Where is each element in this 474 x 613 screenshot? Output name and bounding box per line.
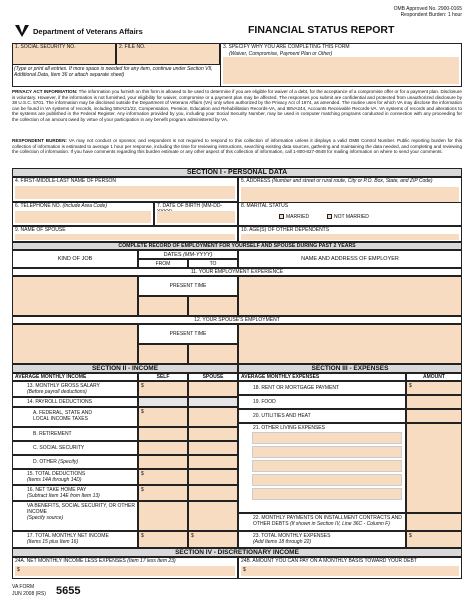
other-deduction-text: D. OTHER	[33, 459, 57, 465]
food-label: 19. FOOD	[238, 395, 406, 409]
marital-status-label: 8. MARITAL STATUS	[241, 203, 289, 209]
spouse-name-label: 9. NAME OF SPOUSE	[15, 227, 66, 233]
not-married-label: NOT MARRIED	[334, 213, 369, 220]
taxes-spouse-input[interactable]	[188, 407, 238, 427]
discretionary-a-note: (Item 17 less Item 23)	[127, 558, 176, 564]
amount-column-header: AMOUNT	[406, 373, 462, 381]
rent-input[interactable]	[406, 381, 462, 395]
other-deduction-label	[12, 455, 138, 469]
address-note: (Number and street or rural route, City or P.O. Box, State, and ZIP Code)	[271, 178, 433, 184]
va-logo-block	[14, 24, 143, 38]
income-taxes-label: A. FEDERAL, STATE AND LOCAL INCOME TAXES	[12, 407, 138, 427]
dollar-sign: $	[141, 409, 144, 415]
spouse-from-input[interactable]	[138, 344, 188, 364]
married-checkbox[interactable]	[279, 214, 284, 219]
net-take-home-text: 16. NET TAKE HOME PAY	[27, 487, 87, 493]
footer-form-date: JUN 2008 (RS)	[12, 591, 46, 597]
total-net-income-self-input[interactable]	[138, 531, 188, 548]
reason-input[interactable]	[223, 57, 459, 84]
respondent-burden-block	[12, 138, 462, 155]
total-deductions-spouse-input[interactable]	[188, 469, 238, 485]
total-net-income-text: 17. TOTAL MONTHLY NET INCOME	[27, 533, 109, 539]
other-income-text: VA BENEFITS, SOCIAL SECURITY, OR OTHER INCOME	[27, 503, 135, 515]
other-living-expenses-input[interactable]	[406, 423, 462, 513]
other-expense-line[interactable]	[252, 488, 402, 500]
marital-status-field	[238, 202, 462, 226]
installment-payments-input[interactable]	[406, 513, 462, 531]
name-label: 4. FIRST-MIDDLE-LAST NAME OF PERSON	[15, 178, 117, 184]
total-net-income-note: (Items 15 plus Item 16)	[27, 538, 79, 545]
installment-payments-text: 22. MONTHLY PAYMENTS ON INSTALLMENT CONTRACTS AND OTHER DEBTS	[253, 515, 402, 527]
retirement-self-input[interactable]	[138, 427, 188, 441]
married-label: MARRIED	[286, 213, 310, 220]
ssn-label: 1. SOCIAL SECURITY NO.	[15, 44, 76, 50]
other-expense-line[interactable]	[252, 460, 402, 472]
kind-of-job-header: KIND OF JOB	[12, 250, 138, 268]
dob-label: 7. DATE OF BIRTH (MM-DD-	[157, 203, 223, 209]
section-3-header: SECTION III - EXPENSES	[238, 364, 462, 373]
spouse-job-kind-input[interactable]	[12, 324, 138, 364]
address-label: 5. ADDRESS	[241, 178, 271, 184]
your-employment-subheader: 11. YOUR EMPLOYMENT EXPERIENCE	[12, 268, 462, 276]
total-expenses-text: 23. TOTAL MONTHLY EXPENSES	[253, 533, 331, 539]
other-expense-line[interactable]	[252, 432, 402, 444]
spouse-employment-subheader: 12. YOUR SPOUSE'S EMPLOYMENT	[12, 316, 462, 324]
spouse-column-header: SPOUSE	[188, 373, 238, 381]
dependents-input[interactable]	[241, 234, 459, 240]
section-1-header: SECTION I - PERSONAL DATA	[12, 168, 462, 177]
discretionary-a-label: 24A. NET MONTHLY INCOME LESS EXPENSES	[15, 558, 126, 564]
other-income-spouse-input[interactable]	[188, 501, 238, 531]
row-13-label	[12, 381, 138, 397]
dependents-label: 10. AGE(S) OF OTHER DEPENDENTS	[241, 227, 330, 233]
dob-input[interactable]	[157, 211, 235, 223]
dollar-sign: $	[141, 471, 144, 477]
agency-name: Department of Veterans Affairs	[33, 26, 143, 36]
respondent-burden-heading: RESPONDENT BURDEN:	[12, 138, 67, 143]
spouse-name-field[interactable]	[12, 226, 238, 242]
net-income-less-expenses-input[interactable]	[15, 566, 235, 576]
dollar-sign: $	[141, 487, 144, 493]
taxes-self-input[interactable]	[138, 407, 188, 427]
total-net-income-label	[12, 531, 138, 548]
social-security-self-input[interactable]	[138, 441, 188, 455]
instructions-text: (Type or print all entries. If more space is needed for any item, continue under Section VII, Additional Data, Item 36 or attach separate sheet)	[14, 66, 213, 78]
gross-salary-self-input[interactable]	[138, 381, 188, 397]
other-deduction-spouse-input[interactable]	[188, 455, 238, 469]
gross-salary-label: 13. MONTHLY GROSS SALARY	[27, 383, 100, 389]
respondent-burden-time: Respondent Burden: 1 hour	[400, 12, 462, 18]
section-2-header: SECTION II - INCOME	[12, 364, 238, 373]
discretionary-b-label: 24B. AMOUNT YOU CAN PAY ON A MONTHLY BASIS TOWARD YOUR DEBT	[241, 558, 417, 564]
not-married-checkbox[interactable]	[327, 214, 332, 219]
retirement-spouse-input[interactable]	[188, 427, 238, 441]
name-field[interactable]	[12, 177, 238, 202]
other-expense-line[interactable]	[252, 474, 402, 486]
other-income-self-input[interactable]	[138, 501, 188, 531]
dollar-sign: $	[141, 533, 144, 539]
reason-note: (Waiver, Compromise, Payment Plan or Other)	[229, 50, 333, 57]
net-take-home-self-input[interactable]	[138, 485, 188, 501]
ssn-field[interactable]	[12, 43, 116, 65]
spouse-present-time: PRESENT TIME	[138, 324, 238, 344]
dollar-sign: $	[141, 383, 144, 389]
dates-label: DATES	[163, 252, 182, 258]
installment-payments-label	[238, 513, 406, 531]
your-job-kind-input[interactable]	[12, 276, 138, 316]
installment-payments-note: (If shown in Section IV, Line 36C - Column F)	[289, 520, 390, 527]
footer-form-number: 5655	[56, 585, 81, 597]
privacy-act-block	[12, 89, 462, 122]
privacy-act-text: The information you furnish on this form is allowed to be used to determine if you are eligible for waiver of a debt, for the acceptance of a compromise offer or for a payment plan. Disclosure is voluntary. However, if the information is not furnished, your eligibility for waiver, compromise or a payment plan may be affected. The responses you submit are confidential and protected from unauthorized disclosure by 38 U.S.C. 5701. The information may be disclosed outside the Department of Veterans Affairs (VA) only when authorized by the Privacy Act of 1974, as amended. The routine uses for which VA may disclose the information can be found in VA systems of records, including 58VA21/22, Compensation, Pension, Education and Rehabilitation Records-VA, and 88VA244, Accounts Receivable Records-VA. VA systems of records and alterations to the systems are published in the Federal Register. Any information provided by you, including your Social Security Number, may be used in computer matching programs conducted in connection with any proceeding for the collection of an amount owed by virtue of your participation in any benefit program administered by VA.	[12, 89, 462, 122]
phone-input[interactable]	[15, 211, 151, 223]
from-header: FROM	[138, 259, 188, 268]
footer-form-label: VA FORM	[12, 584, 35, 590]
gross-salary-note: (Before payroll deductions)	[27, 388, 87, 395]
other-expense-lines	[252, 432, 402, 510]
dob-field[interactable]	[154, 202, 238, 226]
dependents-field[interactable]	[238, 226, 462, 242]
dollar-sign: $	[409, 533, 412, 539]
monthly-payment-input[interactable]	[241, 566, 459, 576]
total-net-income-spouse-input[interactable]	[188, 531, 238, 548]
your-present-time: PRESENT TIME	[138, 276, 238, 296]
total-expenses-note: (Add Items 18 through 22)	[253, 538, 312, 545]
your-from-input[interactable]	[138, 296, 188, 316]
phone-label: 6. TELEPHONE NO.	[15, 203, 62, 209]
payroll-self-blank	[138, 397, 188, 407]
reason-field[interactable]	[220, 43, 462, 87]
utilities-input[interactable]	[406, 409, 462, 423]
other-living-expenses-label: 21. OTHER LIVING EXPENSES	[238, 423, 406, 513]
dollar-sign: $	[409, 383, 412, 389]
food-input[interactable]	[406, 395, 462, 409]
total-deductions-self-input[interactable]	[138, 469, 188, 485]
spouse-name-input[interactable]	[15, 234, 235, 240]
dates-format: (MM-YYYY)	[183, 252, 213, 258]
va-seal-icon	[14, 24, 30, 38]
self-column-header: SELF	[138, 373, 188, 381]
other-income-note: (Specify source)	[27, 514, 64, 521]
phone-field[interactable]	[12, 202, 154, 226]
spouse-to-input[interactable]	[188, 344, 238, 364]
privacy-act-heading: PRIVACY ACT INFORMATION:	[12, 89, 78, 94]
your-to-input[interactable]	[188, 296, 238, 316]
net-take-home-spouse-input[interactable]	[188, 485, 238, 501]
other-deduction-note: (Specify)	[58, 459, 79, 465]
phone-note: (Include Area Code)	[62, 203, 107, 209]
other-expense-line[interactable]	[252, 446, 402, 458]
total-expenses-input[interactable]	[406, 531, 462, 548]
social-security-label: C. SOCIAL SECURITY	[12, 441, 138, 455]
net-take-home-note: (Subtract Item 14E from Item 13)	[27, 492, 100, 499]
form-title: FINANCIAL STATUS REPORT	[248, 24, 395, 36]
total-deductions-text: 15. TOTAL DEDUCTIONS	[27, 471, 86, 477]
name-input[interactable]	[15, 186, 235, 199]
spouse-employer-input[interactable]	[238, 324, 462, 364]
omb-number: OMB Approved No. 2900-0165	[393, 6, 462, 12]
spouse-employment-rows	[12, 324, 462, 364]
dollar-sign: $	[243, 567, 246, 573]
other-income-label	[12, 501, 138, 531]
file-no-label: 2. FILE NO.	[119, 44, 146, 50]
employment-header: COMPLETE RECORD OF EMPLOYMENT FOR YOURSELF AND SPOUSE DURING PAST 2 YEARS	[12, 242, 462, 250]
employer-header: NAME AND ADDRESS OF EMPLOYER	[238, 250, 462, 268]
payroll-deductions-label: 14. PAYROLL DEDUCTIONS	[12, 397, 138, 407]
to-header: TO	[188, 259, 238, 268]
retirement-label: B. RETIREMENT	[12, 427, 138, 441]
your-employer-input[interactable]	[238, 276, 462, 316]
monthly-payment-field[interactable]	[238, 557, 462, 579]
net-take-home-label	[12, 485, 138, 501]
payroll-spouse-blank	[188, 397, 238, 407]
your-employment-rows	[12, 276, 462, 316]
dollar-sign: $	[17, 567, 20, 573]
dates-header	[138, 250, 238, 259]
file-no-field[interactable]	[116, 43, 220, 65]
avg-monthly-income-header: AVERAGE MONTHLY INCOME	[12, 373, 138, 381]
social-security-spouse-input[interactable]	[188, 441, 238, 455]
total-deductions-label	[12, 469, 138, 485]
net-income-less-expenses-field[interactable]	[12, 557, 238, 579]
total-deductions-note: (Items 14A through 14D)	[27, 476, 82, 483]
rent-label: 18. RENT OR MORTGAGE PAYMENT	[238, 381, 406, 395]
reason-label: 3. SPECIFY WHY YOU ARE COMPLETING THIS FORM	[223, 44, 350, 50]
gross-salary-spouse-input[interactable]	[188, 381, 238, 397]
total-expenses-label	[238, 531, 406, 548]
other-deduction-self-input[interactable]	[138, 455, 188, 469]
section-4-header: SECTION IV - DISCRETIONARY INCOME	[12, 548, 462, 557]
dollar-sign: $	[191, 533, 194, 539]
utilities-label: 20. UTILITIES AND HEAT	[238, 409, 406, 423]
respondent-burden-text: VA may not conduct or sponsor, and respondent is not required to respond to this collection of information unless it displays a valid OMB Control Number. Public reporting burden for this collection of information is estimated to average 1 hour per response, including the time for reviewing instructions, searching existing data sources, gathering and maintaining the data needed, and completing and reviewing the collection of information. If you have comments regarding this burden estimate or any other aspect of this collection of information, call 1-800-827-0648 for mailing information on where to send your comments.	[12, 138, 462, 154]
avg-monthly-expenses-header: AVERAGE MONTHLY EXPENSES	[238, 373, 406, 381]
